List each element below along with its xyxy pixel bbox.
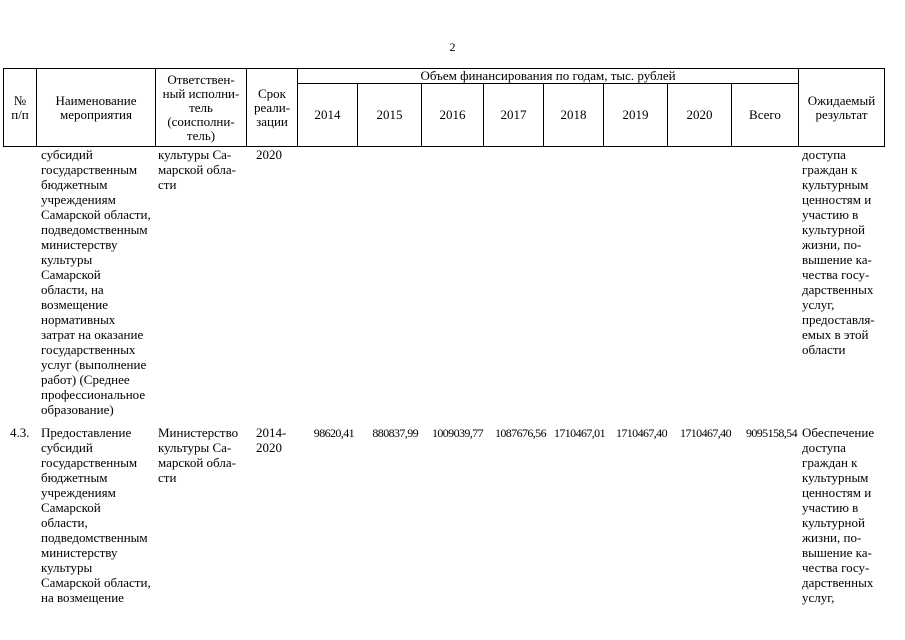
header-year: 2016 <box>439 107 466 122</box>
header-year: 2020 <box>686 107 713 122</box>
header-term: Срок реали- зации <box>253 85 291 129</box>
header-total: Всего <box>749 107 781 122</box>
header-responsible: Ответствен- ный исполни- тель (соисполни- тель) <box>162 71 240 143</box>
row-value-2015: 880837,99 <box>372 426 418 440</box>
header-number: № п/п <box>11 92 29 122</box>
row-value-2018: 1710467,01 <box>553 426 605 440</box>
header-year: 2015 <box>376 107 403 122</box>
row-number: 4.3. <box>10 425 30 440</box>
header-funding: Объем финансирования по годам, тыс. рублей <box>420 67 676 83</box>
header-result: Ожидаемый результат <box>807 92 876 122</box>
row-value-2014: 98620,41 <box>313 426 354 440</box>
row-term: 2020 <box>256 147 282 162</box>
header-year: 2019 <box>622 107 649 122</box>
row-name: субсидий государственным бюджетным учреждениям Самарской области, подведомственным министерству культуры Самарской области, на возмещение нормативных затрат на оказание государственных услуг (выполнение работ) (Среднее профессиональное образование) <box>41 147 151 417</box>
row-term: 2014- 2020 <box>256 425 287 455</box>
page-number: 2 <box>449 40 456 54</box>
table-header <box>3 68 885 147</box>
row-value-2016: 1009039,77 <box>431 426 483 440</box>
row-name: Предоставление субсидий государственным бюджетным учреждениям Самарской области, подведомственным министерству культуры Самарской области, на возмещение <box>41 425 151 605</box>
header-year: 2017 <box>500 107 527 122</box>
row-responsible: культуры Са- марской обла- сти <box>158 147 236 192</box>
row-value-2020: 1710467,40 <box>679 426 731 440</box>
header-year: 2018 <box>560 107 587 122</box>
row-value-total: 9095158,54 <box>745 426 797 440</box>
header-name: Наименование мероприятия <box>55 92 137 122</box>
row-result: Обеспечение доступа граждан к культурным ценностям и участию в культурной жизни, по- вышение ка- чества госу- дарственных услуг, <box>802 425 875 605</box>
row-responsible: Министерство культуры Са- марской обла- сти <box>158 425 239 485</box>
header-year: 2014 <box>314 107 341 122</box>
row-value-2019: 1710467,40 <box>615 426 667 440</box>
row-value-2017: 1087676,56 <box>494 426 546 440</box>
row-result: доступа граждан к культурным ценностям и участию в культурной жизни, по- вышение ка- чества госу- дарственных услуг, предоставля- емых в этой области <box>802 147 875 357</box>
